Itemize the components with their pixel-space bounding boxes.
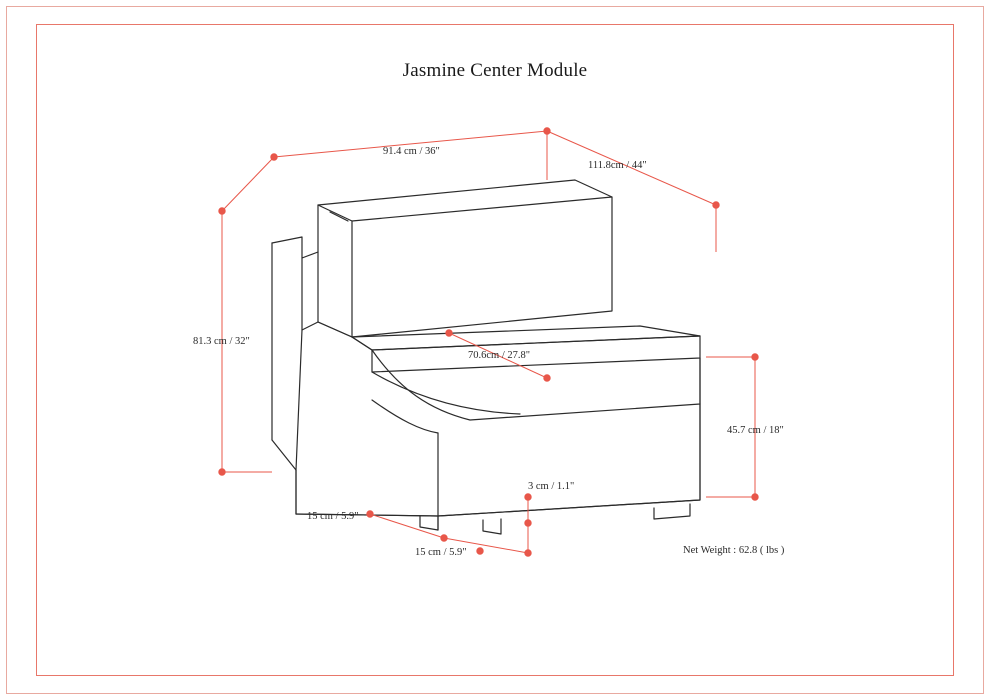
dimension-label-leg-height: 3 cm / 1.1": [528, 481, 575, 492]
page-title: Jasmine Center Module: [402, 60, 588, 81]
dimension-label-leg-offset-front: 15 cm / 5.9": [415, 547, 467, 558]
net-weight-label: Net Weight : 62.8 ( lbs ): [683, 545, 785, 556]
dimension-label-seat-height-right: 45.7 cm / 18": [727, 425, 784, 436]
dimension-label-leg-offset-left: 15 cm / 5.9": [307, 511, 359, 522]
dimension-label-height-left: 81.3 cm / 32": [193, 336, 250, 347]
dimension-label-width-top: 91.4 cm / 36": [383, 146, 440, 157]
dimension-label-depth-top: 111.8cm / 44": [588, 160, 647, 171]
dimension-label-seat-depth: 70.6cm / 27.8": [468, 350, 531, 361]
